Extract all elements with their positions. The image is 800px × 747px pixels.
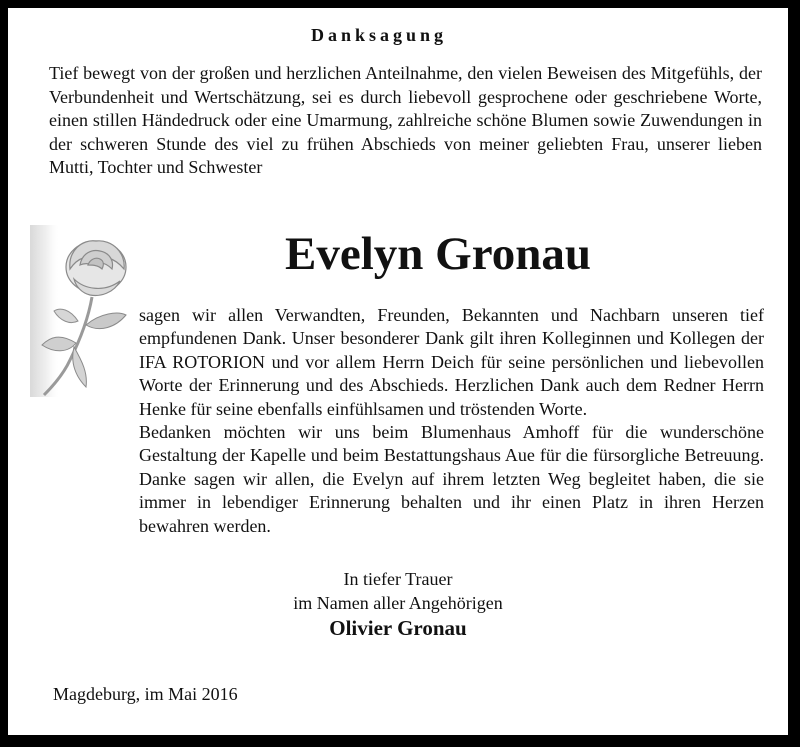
thanks-body — [139, 304, 764, 538]
signature-block — [8, 568, 788, 641]
obituary-notice — [8, 8, 788, 735]
thanks-paragraph-2: Bedanken möchten wir uns beim Blumenhaus Amhoff für die wunderschöne Gestaltung der Kapelle und beim Bestattungshaus Aue für die fürsorgliche Betreuung. Danke sagen wir allen, die Evelyn auf ihrem letzten Weg begleitet haben, die sie immer in lebendiger Erinnerung behalten und ihr einen Platz in ihren Herzen bewahren werden. — [139, 422, 764, 536]
place-date: Magdeburg, im Mai 2016 — [53, 684, 238, 704]
deceased-name: Evelyn Gronau — [284, 228, 591, 280]
signature-line-2: im Namen aller Angehörigen — [293, 592, 503, 613]
signer-name: Olivier Gronau — [329, 616, 467, 640]
notice-heading: Danksagung — [310, 25, 448, 45]
thanks-paragraph-1: sagen wir allen Verwandten, Freunden, Bekannten und Nachbarn unseren tief empfundenen Dank. Unser besonderer Dank gilt ihren Kolleginnen und Kollegen der IFA ROTORION und vor allem Herrn Deich für seine persönlichen und liebevollen Worte der Erinnerung und des Abschieds. Herzlichen Dank auch dem Redner Herrn Henke für seine ebenfalls einfühlsamen und tröstenden Worte. — [139, 305, 764, 419]
intro-paragraph: Tief bewegt von der großen und herzlichen Anteilnahme, den vielen Beweisen des Mitgefühls, der Verbundenheit und Wertschätzung, sei es durch liebevoll gesprochene oder geschriebene Worte, einen stillen Händedruck oder eine Umarmung, zahlreiche schöne Blumen sowie Zuwendungen in der schweren Stunde des viel zu frühen Abschieds von meiner geliebten Frau, unserer lieben Mutti, Tochter und Schwester — [49, 63, 762, 177]
signature-line-1: In tiefer Trauer — [343, 569, 453, 589]
